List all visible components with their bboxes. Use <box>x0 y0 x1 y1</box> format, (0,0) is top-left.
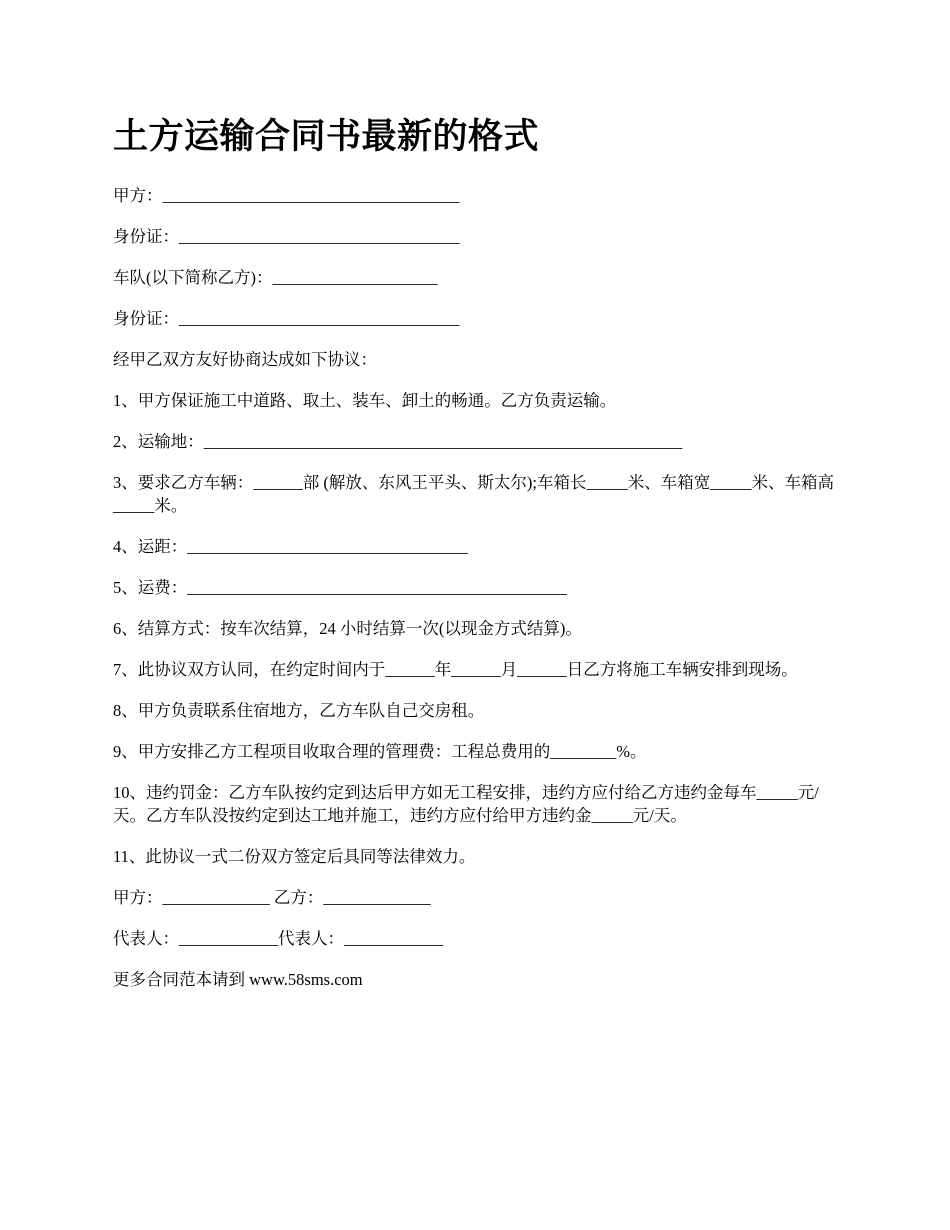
clause-5: 5、运费：______________________________________________ <box>113 578 567 597</box>
intro-paragraph: 经甲乙双方友好协商达成如下协议： <box>113 350 377 369</box>
signature-representatives-line: 代表人：____________代表人：____________ <box>113 929 443 948</box>
clause-9: 9、甲方安排乙方工程项目收取合理的管理费：工程总费用的________%。 <box>113 742 647 761</box>
party-a-line: 甲方：____________________________________ <box>113 186 460 205</box>
clause-1: 1、甲方保证施工中道路、取土、装车、卸土的畅通。乙方负责运输。 <box>113 391 617 410</box>
clause-4: 4、运距：__________________________________ <box>113 537 468 556</box>
id-card-line-2: 身份证：__________________________________ <box>113 309 460 328</box>
signature-parties-line: 甲方：_____________ 乙方：_____________ <box>113 888 431 907</box>
clause-11: 11、此协议一式二份双方签定后具同等法律效力。 <box>113 847 476 866</box>
clause-2: 2、运输地：__________________________________________________________ <box>113 432 683 451</box>
footer-note: 更多合同范本请到 www.58sms.com <box>113 970 363 989</box>
clause-3: 3、要求乙方车辆：______部 (解放、东风王平头、斯太尔);车箱长_____米、车箱宽_____米、车箱高_____米。 <box>113 473 834 515</box>
clause-8: 8、甲方负责联系住宿地方，乙方车队自己交房租。 <box>113 701 485 720</box>
document-title: 土方运输合同书最新的格式 <box>113 117 540 157</box>
party-b-line: 车队(以下简称乙方)：____________________ <box>113 268 438 287</box>
clause-10: 10、违约罚金：乙方车队按约定到达后甲方如无工程安排，违约方应付给乙方违约金每车_____元/天。乙方车队没按约定到达工地并施工，违约方应付给甲方违约金_____元/天。 <box>113 783 819 825</box>
clause-6: 6、结算方式：按车次结算，24 小时结算一次(以现金方式结算)。 <box>113 619 582 638</box>
id-card-line-1: 身份证：__________________________________ <box>113 227 460 246</box>
contract-document <box>113 112 837 1009</box>
clause-7: 7、此协议双方认同，在约定时间内于______年______月______日乙方将施工车辆安排到现场。 <box>113 660 798 679</box>
